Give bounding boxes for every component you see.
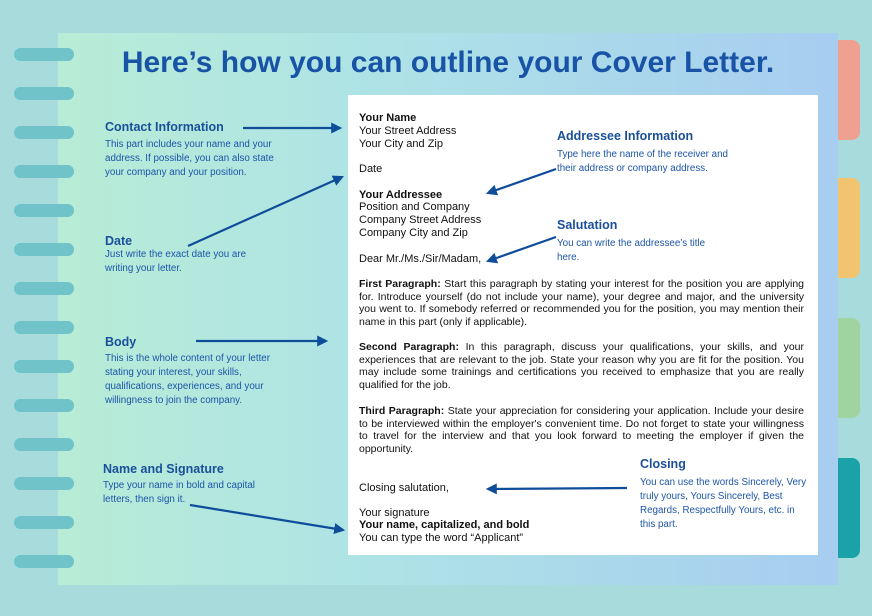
letter-position: Position and Company [359, 201, 470, 213]
letter-city: Your City and Zip [359, 138, 443, 150]
p2-text: In this paragraph, discuss your qualifications, your skills, and your experiences that are relevant to the job. State your reason why you are fit for the position. You may include some trainings and certifications you received to emphasize that you are really qualified for the job. [359, 341, 804, 392]
letter-date: Date [359, 163, 383, 175]
letter-closing: Closing salutation, [359, 482, 449, 494]
salutation-body: You can write the addressee’s title here. [557, 238, 706, 263]
p2-label: Second Paragraph: [359, 341, 459, 353]
p3-text: State your appreciation for considering your application. Include your desire to be interviewed within the employer's convenient time. Do not forget to state your willingness to travel for the interview and that you look forward to meeting the employer if given the opportunity. [359, 405, 804, 456]
signature-body: Type your name in bold and capital letters, then sign it. [103, 480, 255, 505]
p1-label: First Paragraph: [359, 278, 441, 290]
contact-heading: Contact Information [105, 120, 224, 134]
letter-salutation: Dear Mr./Ms./Sir/Madam, [359, 253, 482, 265]
date-heading: Date [105, 234, 133, 248]
arrow-closing [488, 488, 627, 489]
letter-your-name: Your Name [359, 112, 417, 124]
arrow-signature [190, 505, 343, 530]
arrow-addressee [488, 169, 556, 193]
letter-name-bold: Your name, capitalized, and bold [359, 519, 530, 531]
letter-company-city: Company City and Zip [359, 227, 468, 239]
date-body: Just write the exact date you are writing your letter. [105, 249, 247, 274]
body-heading: Body [105, 335, 137, 349]
arrow-date [188, 177, 342, 246]
addressee-heading: Addressee Information [557, 129, 694, 143]
p3-label: Third Paragraph: [359, 405, 445, 417]
body-body: This is the whole content of your letter stating your interest, your skills, qualifications, experiences, and your willingness to join the company. [105, 353, 270, 406]
letter-company-street: Company Street Address [359, 214, 482, 226]
addressee-body: Type here the name of the receiver and their address or company address. [557, 149, 729, 174]
letter-street: Your Street Address [359, 125, 457, 137]
letter-signature: Your signature [359, 507, 430, 519]
p1-text: Start this paragraph by stating your interest for the position you are applying for. Introduce yourself (do not include your name), your degree and major, and the university you went to. If somebody referred or recommended you for the position, you may mention their name in this part (only if applicable). [359, 278, 805, 329]
closing-body: You can use the words Sincerely, Very truly yours, Yours Sincerely, Best Regards, Respectfully Yours, etc. in this part. [640, 477, 807, 530]
arrow-salutation [488, 237, 556, 261]
salutation-heading: Salutation [557, 218, 618, 232]
closing-heading: Closing [640, 457, 686, 471]
letter-addressee: Your Addressee [359, 189, 443, 201]
contact-body: This part includes your name and your address. If possible, you can also state your company and your position. [105, 139, 274, 178]
page-title: Here’s how you can outline your Cover Letter. [121, 46, 775, 79]
letter-applicant: You can type the word “Applicant” [359, 532, 524, 544]
signature-heading: Name and Signature [103, 462, 224, 476]
